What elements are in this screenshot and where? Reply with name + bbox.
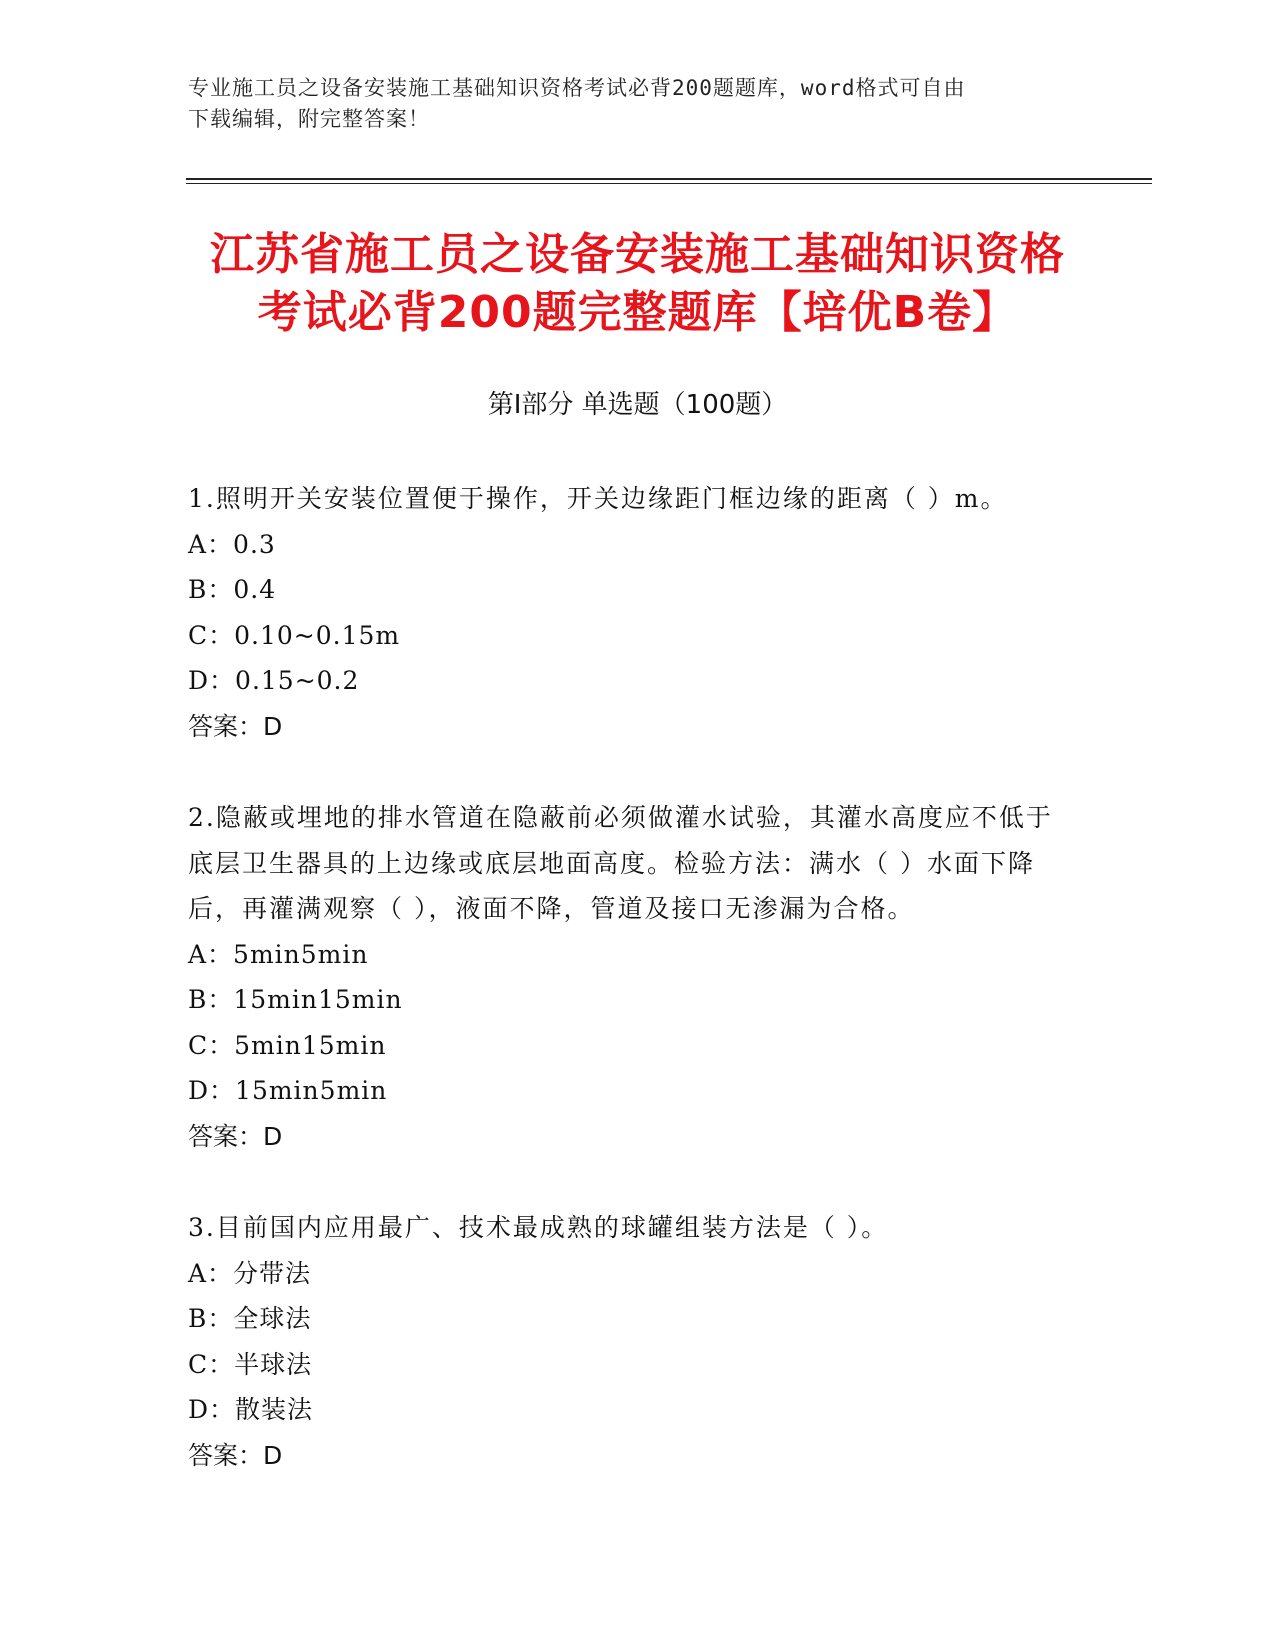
answer-line: 答案：D	[188, 1121, 283, 1151]
question-list	[188, 476, 1078, 1478]
option-d: D：0.15~0.2	[188, 666, 360, 695]
option-c: C：5min15min	[188, 1030, 387, 1060]
question-item	[188, 795, 1078, 1159]
document-title	[150, 226, 1125, 342]
option-b: B：0.4	[188, 575, 277, 604]
option-d: D：散装法	[188, 1395, 314, 1424]
header-note-line2: 下载编辑，附完整答案！	[188, 107, 430, 131]
option-a: A：分带法	[188, 1258, 312, 1288]
header-note	[188, 73, 1068, 135]
header-note-line1: 专业施工员之设备安装施工基础知识资格考试必背200题题库，word格式可自由	[188, 76, 966, 100]
question-item	[188, 476, 1078, 749]
option-a: A：5min5min	[188, 939, 369, 969]
header-divider-thin	[186, 183, 1152, 184]
question-item	[188, 1205, 1078, 1478]
document-title-line2: 考试必背200题完整题库【培优B卷】	[257, 287, 1018, 338]
option-c: C：0.10~0.15m	[188, 620, 401, 650]
option-b: B：全球法	[188, 1304, 312, 1333]
question-stem: 3.目前国内应用最广、技术最成熟的球罐组装方法是（ ）。	[188, 1213, 889, 1242]
question-spacer	[188, 749, 1078, 795]
question-stem: 1.照明开关安装位置便于操作，开关边缘距门框边缘的距离（ ）m。	[188, 484, 1008, 513]
option-c: C：半球法	[188, 1349, 313, 1379]
option-d: D：15min5min	[188, 1076, 388, 1105]
document-title-line1: 江苏省施工员之设备安装施工基础知识资格	[210, 229, 1065, 280]
answer-line: 答案：D	[188, 1440, 283, 1470]
header-divider-thick	[186, 178, 1152, 180]
option-a: A：0.3	[188, 529, 276, 559]
question-stem: 2.隐蔽或埋地的排水管道在隐蔽前必须做灌水试验，其灌水高度应不低于底层卫生器具的上边缘或底层地面高度。检验方法：满水（ ）水面下降后，再灌满观察（ ），液面不降，管道及接口无渗漏为合格。	[188, 803, 1053, 923]
answer-line: 答案：D	[188, 711, 283, 741]
section-heading: 第Ⅰ部分 单选题（100题）	[487, 390, 788, 420]
option-b: B：15min15min	[188, 985, 403, 1014]
question-spacer	[188, 1159, 1078, 1205]
